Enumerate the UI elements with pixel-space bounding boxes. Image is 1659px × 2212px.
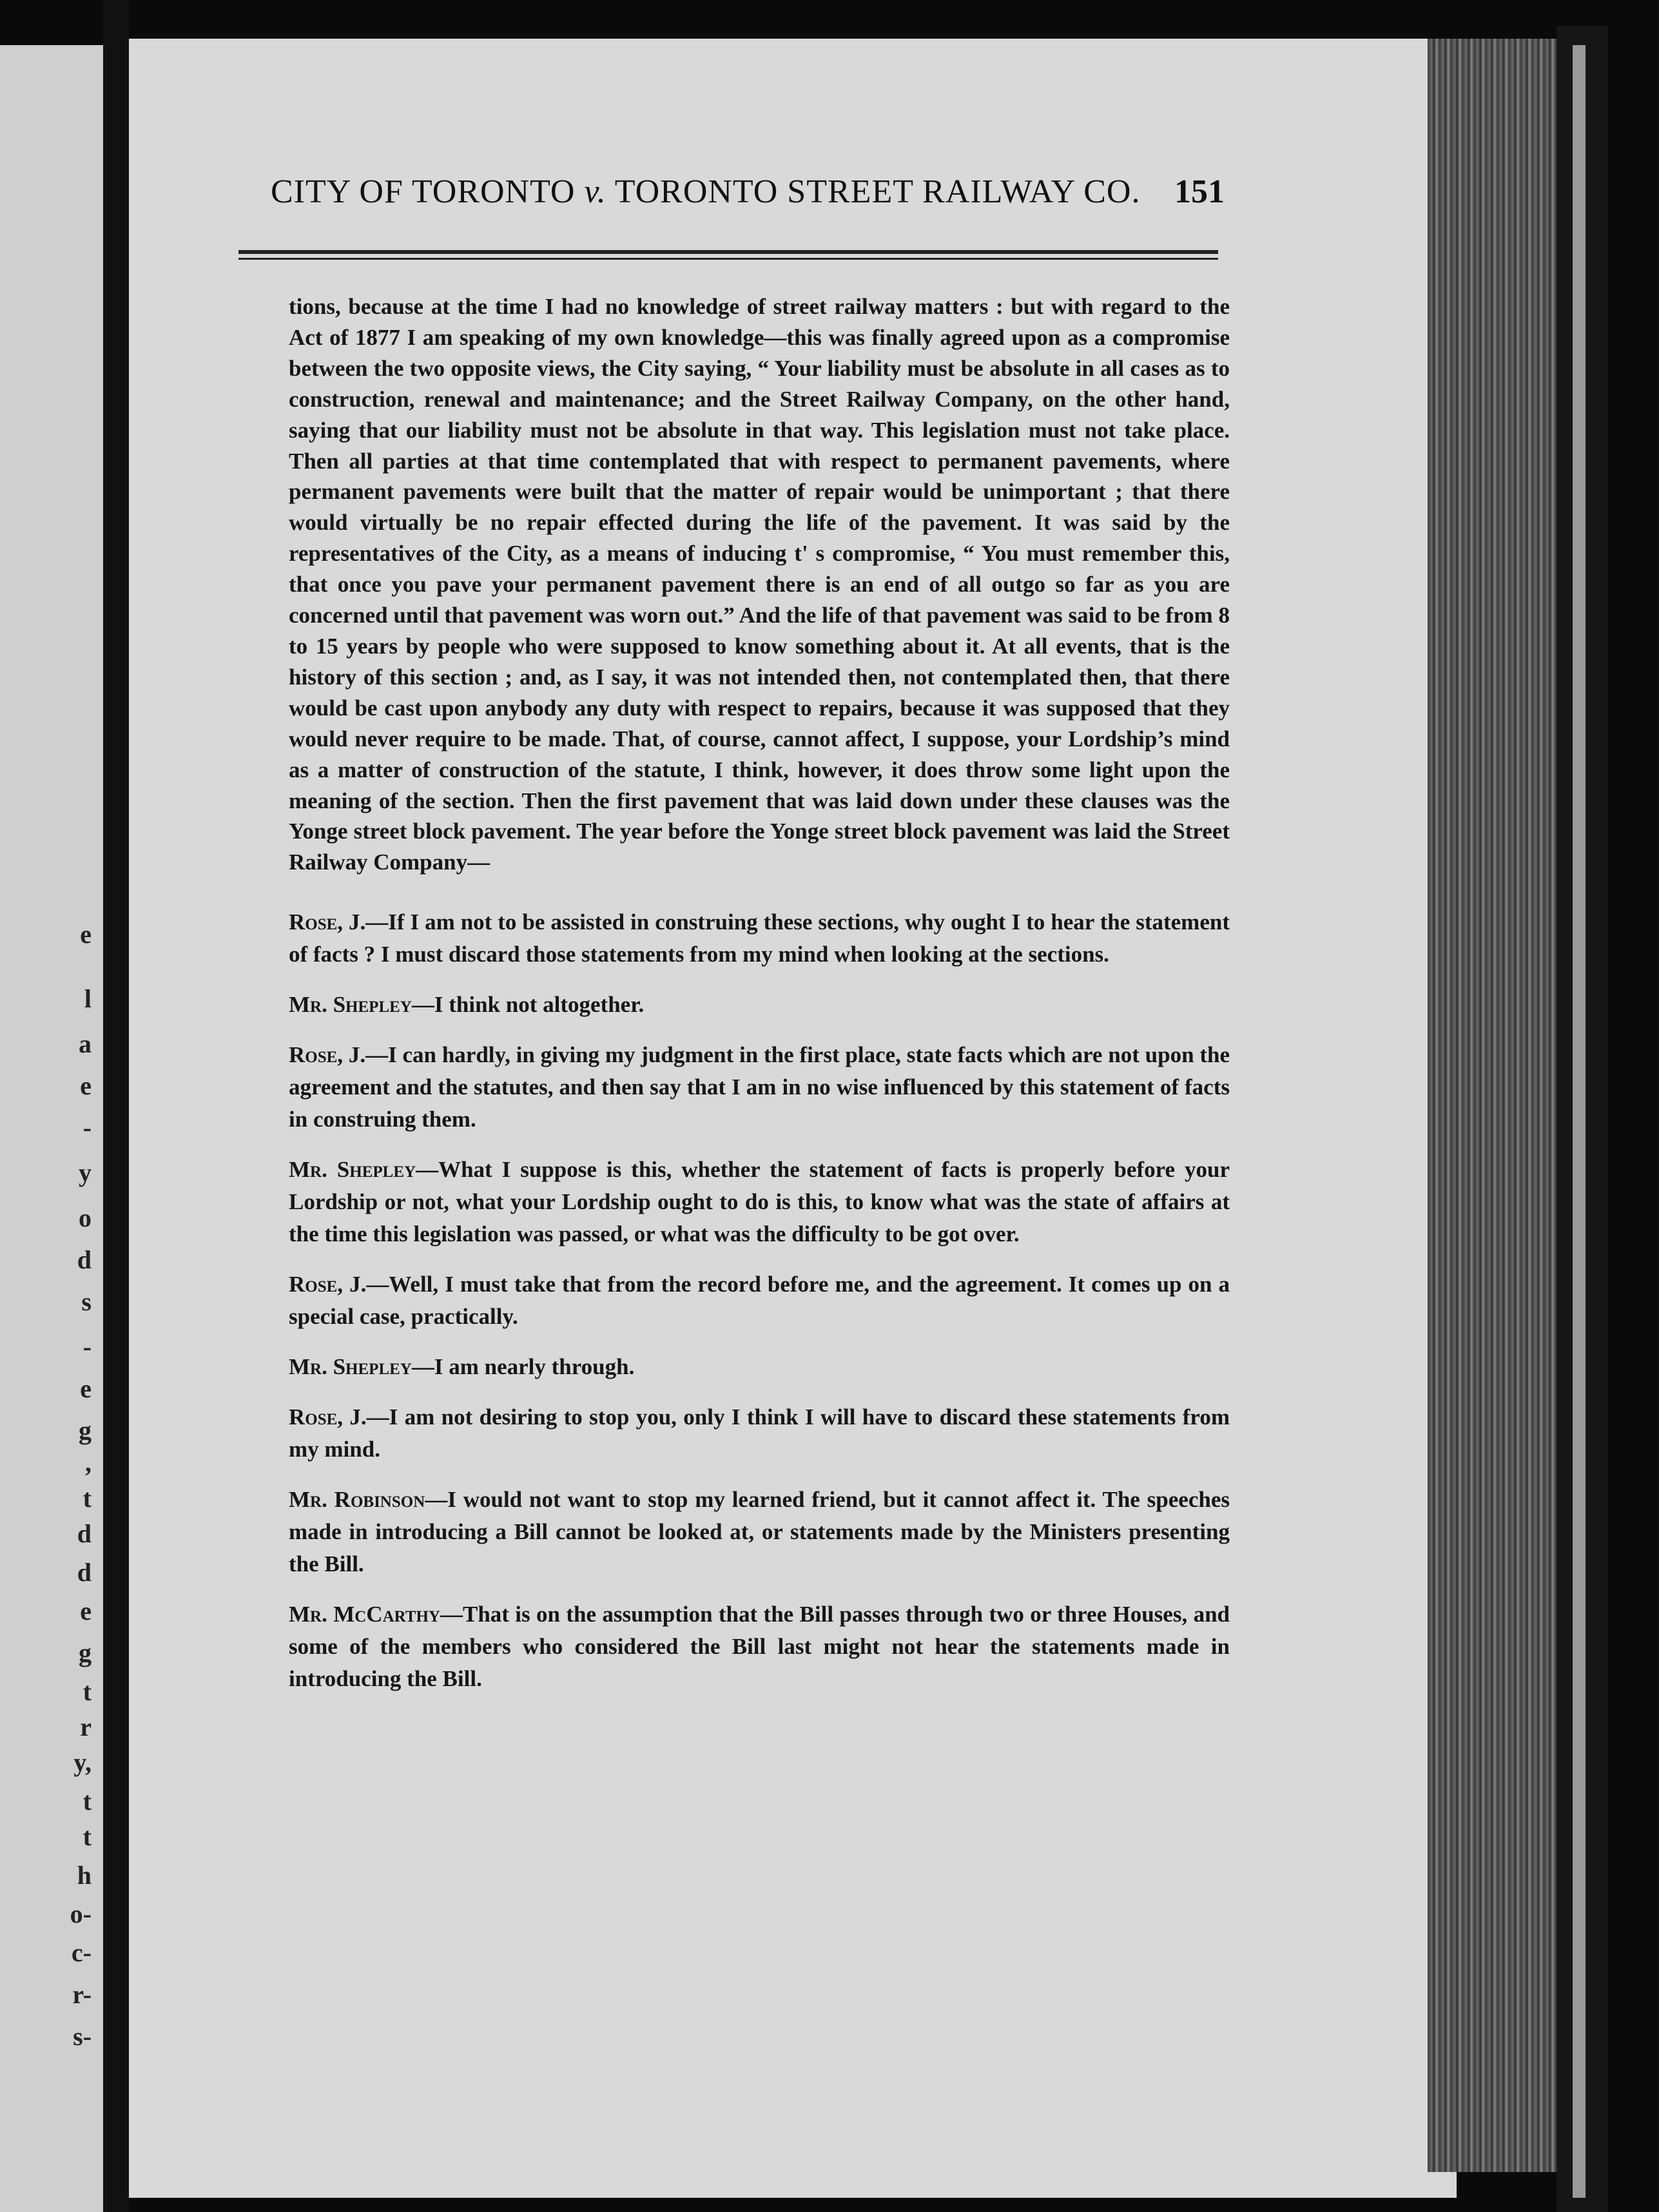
dialogue-paragraph [289, 1268, 1230, 1333]
right-margin-strip [1573, 45, 1586, 2198]
dialogue-paragraph [289, 989, 1230, 1021]
dialogue-paragraph [289, 1401, 1230, 1466]
left-page-fragment: e [80, 1071, 92, 1100]
header-rule [238, 250, 1218, 254]
left-page-fragment: d [77, 1519, 92, 1548]
paragraph-text: —I can hardly, in giving my judgment in the first place, state facts which are not upon the agreement and the statutes, and then say that I am in no wise influenced by this statement of facts in construing them. [289, 1042, 1230, 1132]
paragraph-text: —I am nearly through. [411, 1354, 635, 1380]
paragraph-text: tions, because at the time I had no knowledge of street railway matters : but with regard to the Act of 1877 I am speaking of my own knowledge—this was finally agreed upon as a compromise between the two opposite views, the City saying, “ Your liability must be absolute in all cases as to construction, renewal and maintenance; and the Street Railway Company, on the other hand, saying that our liability must not be absolute in that way. This legislation must not take place. Then all parties at that time contemplated that with respect to permanent pavements, where permanent pavements were built that the matter of repair would be unimportant ; that there would virtually be no repair effected during the life of the pavement. It was said by the representatives of the City, as a means of inducing t' s compromise, “ You must remember this, that once you pave your permanent pavement there is an end of all outgo so far as you are concerned until that pavement was worn out.” And the life of that pavement was said to be from 8 to 15 years by people who were supposed to know something about it. At all events, that is the history of this section ; and, as I say, it was not intended then, not contemplated then, that there would be cast upon anybody any duty with respect to repairs, because it was supposed that they would never require to be made. That, of course, cannot affect, I suppose, your Lordship’s mind as a matter of construction of the statute, I think, however, it does throw some light upon the meaning of the section. Then the first pavement that was laid down under these clauses was the Yonge street block pavement. The year before the Yonge street block pavement was laid the Street Railway Company— [289, 294, 1230, 875]
dialogue-paragraph [289, 1039, 1230, 1136]
left-page-fragment: g [79, 1638, 92, 1667]
dialogue-paragraph [289, 1351, 1230, 1383]
paragraph-text: —I think not altogether. [411, 992, 645, 1018]
page-edges [1428, 39, 1557, 2172]
dialogue-paragraph [289, 1598, 1230, 1695]
left-page-fragment: y [79, 1158, 92, 1187]
left-page-fragment: c- [71, 1938, 92, 1967]
left-page-fragment: e [80, 1596, 92, 1625]
left-page-fragment: d [77, 1558, 92, 1587]
speaker-name: Mr. Robinson [289, 1487, 425, 1513]
speaker-name: Mr. Shepley [289, 1354, 412, 1380]
left-page-fragment: e [80, 920, 92, 949]
left-page-fragment: g [79, 1416, 92, 1445]
left-facing-page [0, 45, 103, 2212]
header-rule [238, 258, 1218, 260]
paragraph-text: —What I suppose is this, whether the statement of facts is properly before your Lordship or not, what your Lordship ought to do is this, to know what was the state of affairs at the time this legislation was passed, or what was the difficulty to be got over. [289, 1157, 1230, 1247]
paragraph-text: —That is on the assumption that the Bill passes through two or three Houses, and some of the members who considered the Bill last might not hear the statements made in introducing the Bill. [289, 1602, 1230, 1692]
left-page-fragment: - [82, 1332, 92, 1361]
speaker-name: Mr. McCarthy [289, 1602, 440, 1627]
running-title-versus: v. [584, 173, 606, 210]
left-page-fragment: a [79, 1029, 92, 1058]
page-number: 151 [1174, 173, 1225, 210]
page-header [271, 173, 1225, 231]
left-page-fragment: s [81, 1287, 92, 1316]
book-gutter [103, 0, 129, 2212]
paragraph-text: —Well, I must take that from the record before me, and the agreement. It comes up on a special case, practically. [289, 1272, 1230, 1330]
left-page-fragment: t [82, 1822, 92, 1851]
paragraph-text: —I am not desiring to stop you, only I think I will have to discard these statements from my mind. [289, 1404, 1230, 1462]
left-page-fragment: l [84, 984, 92, 1013]
dialogue-paragraph [289, 1484, 1230, 1580]
speaker-name: Rose, J. [289, 1042, 366, 1068]
left-page-fragment: s- [73, 2022, 92, 2051]
continued-paragraph [289, 291, 1230, 878]
speaker-name: Mr. Shepley [289, 1157, 416, 1183]
left-page-fragment: y, [73, 1748, 92, 1777]
paragraph-text: —I would not want to stop my learned friend, but it cannot affect it. The speeches made in introducing a Bill cannot be looked at, or statements made by the Ministers presenting the Bill. [289, 1487, 1230, 1577]
left-page-fragment: r [80, 1712, 92, 1741]
left-page-text-fragments [53, 45, 98, 2212]
left-page-fragment: e [80, 1374, 92, 1403]
left-page-fragment: r- [72, 1980, 92, 2009]
transcript-body [289, 291, 1230, 1713]
left-page-fragment: o- [70, 1899, 92, 1928]
left-page-fragment: - [82, 1113, 92, 1142]
running-title [271, 173, 1140, 211]
left-page-fragment: t [82, 1787, 92, 1816]
speaker-name: Rose, J. [289, 1272, 367, 1297]
dialogue-paragraph [289, 906, 1230, 971]
left-page-fragment: o [79, 1203, 92, 1232]
speaker-name: Rose, J. [289, 909, 366, 935]
speaker-name: Mr. Shepley [289, 992, 412, 1018]
speaker-name: Rose, J. [289, 1404, 367, 1430]
left-page-fragment: h [77, 1861, 92, 1890]
running-title-part: TORONTO STREET RAILWAY CO. [606, 173, 1141, 210]
paragraph-text: —If I am not to be assisted in construing these sections, why ought I to hear the statement of facts ? I must discard those statements from my mind when looking at the sections. [289, 909, 1230, 967]
dialogue-paragraph [289, 1154, 1230, 1250]
left-page-fragment: t [82, 1484, 92, 1513]
left-page-fragment: d [77, 1245, 92, 1274]
running-title-part: CITY OF TORONTO [271, 173, 585, 210]
left-page-fragment: , [85, 1448, 92, 1477]
left-page-fragment: t [82, 1677, 92, 1706]
